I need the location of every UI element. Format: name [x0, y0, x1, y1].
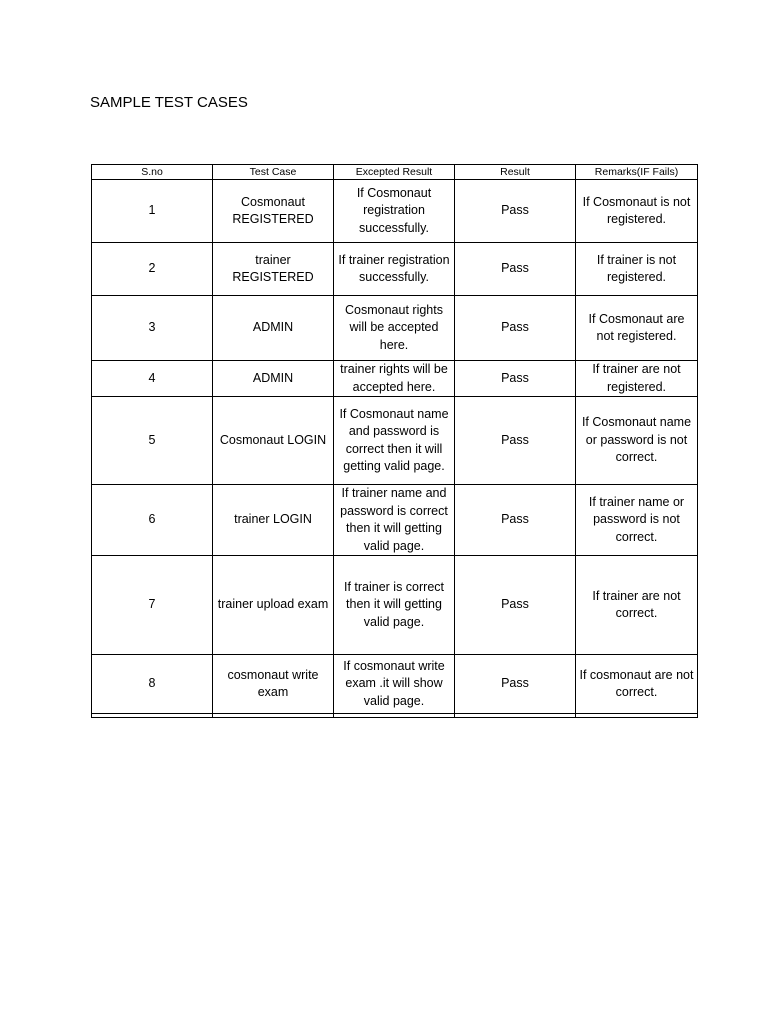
header-expected-result: Excepted Result	[334, 165, 455, 180]
cell-result: Pass	[455, 397, 576, 485]
cell-remarks: If Cosmonaut are not registered.	[576, 296, 698, 361]
cell-result: Pass	[455, 556, 576, 655]
cell-sno: 5	[92, 397, 213, 485]
cell-test-case: ADMIN	[213, 296, 334, 361]
header-result: Result	[455, 165, 576, 180]
cell-expected-result: If Cosmonaut registration successfully.	[334, 180, 455, 243]
header-remarks: Remarks(IF Fails)	[576, 165, 698, 180]
table-row	[92, 243, 698, 296]
cell-remarks: If Cosmonaut is not registered.	[576, 180, 698, 243]
header-test-case: Test Case	[213, 165, 334, 180]
table-row	[92, 296, 698, 361]
cell-remarks: If trainer is not registered.	[576, 243, 698, 296]
empty-cell	[334, 714, 455, 718]
cell-test-case: trainer LOGIN	[213, 485, 334, 556]
empty-cell	[92, 714, 213, 718]
cell-remarks: If trainer are not correct.	[576, 556, 698, 655]
empty-cell	[455, 714, 576, 718]
cell-sno: 4	[92, 361, 213, 397]
cell-result: Pass	[455, 180, 576, 243]
cell-sno: 3	[92, 296, 213, 361]
cell-sno: 2	[92, 243, 213, 296]
cell-sno: 7	[92, 556, 213, 655]
cell-test-case: ADMIN	[213, 361, 334, 397]
cell-result: Pass	[455, 655, 576, 714]
cell-expected-result: If trainer is correct then it will getting valid page.	[334, 556, 455, 655]
table-empty-row	[92, 714, 698, 718]
cell-test-case: Cosmonaut LOGIN	[213, 397, 334, 485]
cell-sno: 8	[92, 655, 213, 714]
table-row	[92, 397, 698, 485]
cell-result: Pass	[455, 243, 576, 296]
table-header-row	[92, 165, 698, 180]
cell-result: Pass	[455, 361, 576, 397]
cell-remarks: If trainer are not registered.	[576, 361, 698, 397]
cell-remarks: If cosmonaut are not correct.	[576, 655, 698, 714]
cell-test-case: trainer REGISTERED	[213, 243, 334, 296]
cell-test-case: cosmonaut write exam	[213, 655, 334, 714]
table-row	[92, 361, 698, 397]
header-sno: S.no	[92, 165, 213, 180]
cell-sno: 1	[92, 180, 213, 243]
empty-cell	[576, 714, 698, 718]
cell-test-case: Cosmonaut REGISTERED	[213, 180, 334, 243]
cell-remarks: If trainer name or password is not correct.	[576, 485, 698, 556]
table-row	[92, 180, 698, 243]
table-row	[92, 655, 698, 714]
test-cases-table	[91, 164, 698, 718]
cell-remarks: If Cosmonaut name or password is not correct.	[576, 397, 698, 485]
cell-result: Pass	[455, 485, 576, 556]
cell-expected-result: If cosmonaut write exam .it will show valid page.	[334, 655, 455, 714]
cell-expected-result: trainer rights will be accepted here.	[334, 361, 455, 397]
table-row	[92, 556, 698, 655]
cell-sno: 6	[92, 485, 213, 556]
table-row	[92, 485, 698, 556]
empty-cell	[213, 714, 334, 718]
cell-expected-result: If trainer registration successfully.	[334, 243, 455, 296]
cell-result: Pass	[455, 296, 576, 361]
cell-expected-result: Cosmonaut rights will be accepted here.	[334, 296, 455, 361]
cell-expected-result: If Cosmonaut name and password is correct then it will getting valid page.	[334, 397, 455, 485]
cell-test-case: trainer upload exam	[213, 556, 334, 655]
cell-expected-result: If trainer name and password is correct then it will getting valid page.	[334, 485, 455, 556]
document-title: SAMPLE TEST CASES	[90, 94, 248, 111]
